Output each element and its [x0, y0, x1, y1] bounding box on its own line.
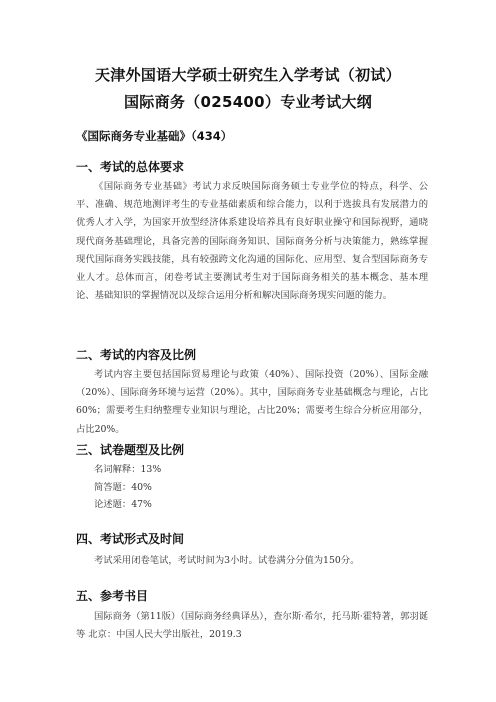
list-item: 论述题：47%	[94, 499, 152, 510]
section-heading-references: 五、参考书目	[76, 589, 149, 603]
subject-title: 《国际商务专业基础》（434）	[76, 129, 233, 143]
section-text-exam-format: 考试采用闭卷笔试，考试时间为3小时。试卷满分分值为150分。	[94, 555, 360, 566]
document-title-line2: 国际商务（025400）专业考试大纲	[123, 93, 373, 111]
section-heading-requirements: 一、考试的总体要求	[76, 160, 185, 174]
document-title-line1: 天津外国语大学硕士研究生入学考试（初试）	[94, 66, 401, 84]
question-type-list	[94, 461, 161, 514]
list-item: 简答题：40%	[94, 481, 152, 493]
section-heading-exam-format: 四、考试形式及时间	[76, 532, 185, 546]
section-text-requirements: 《国际商务专业基础》考试力求反映国际商务硕士专业学位的特点，科学、公平、准确、规范地测评考生的专业基础素质和综合能力，以利于选拔具有发展潜力的优秀人才入学，为国家开放型经济体系建设培养具有良好职业操守和国际视野，通晓现代商务基础理论，具备完善的国际商务知识、国际商务分析与决策能力，熟练掌握现代国际商务实践技能，具有较强跨文化沟通的国际化、应用型、复合型国际商务专业人才。总体而言，闭卷考试主要测试考生对于国际商务相关的基本概念、基本理论、基础知识的掌握情况以及综合运用分析和解决国际商务现实问题的能力。	[76, 181, 428, 302]
section-text-references: 国际商务（第11版）（国际商务经典译丛），查尔斯·希尔，托马斯·霍特著，郭羽诞等 北京：中国人民大学出版社，2019.3	[76, 611, 428, 641]
section-heading-content: 二、考试的内容及比例	[76, 348, 197, 362]
list-item: 名词解释：13%	[94, 464, 162, 475]
section-heading-question-types: 三、试卷题型及比例	[76, 443, 185, 457]
section-text-content: 考试内容主要包括国际贸易理论与政策（40%）、国际投资（20%）、国际金融（20%）、国际商务环境与运营（20%）。其中，国际商务专业基础概念与理论，占比60%；需要考生归纳整理专业知识与理论，占比20%；需要考生综合分析应用部分，占比20%。	[76, 369, 428, 435]
